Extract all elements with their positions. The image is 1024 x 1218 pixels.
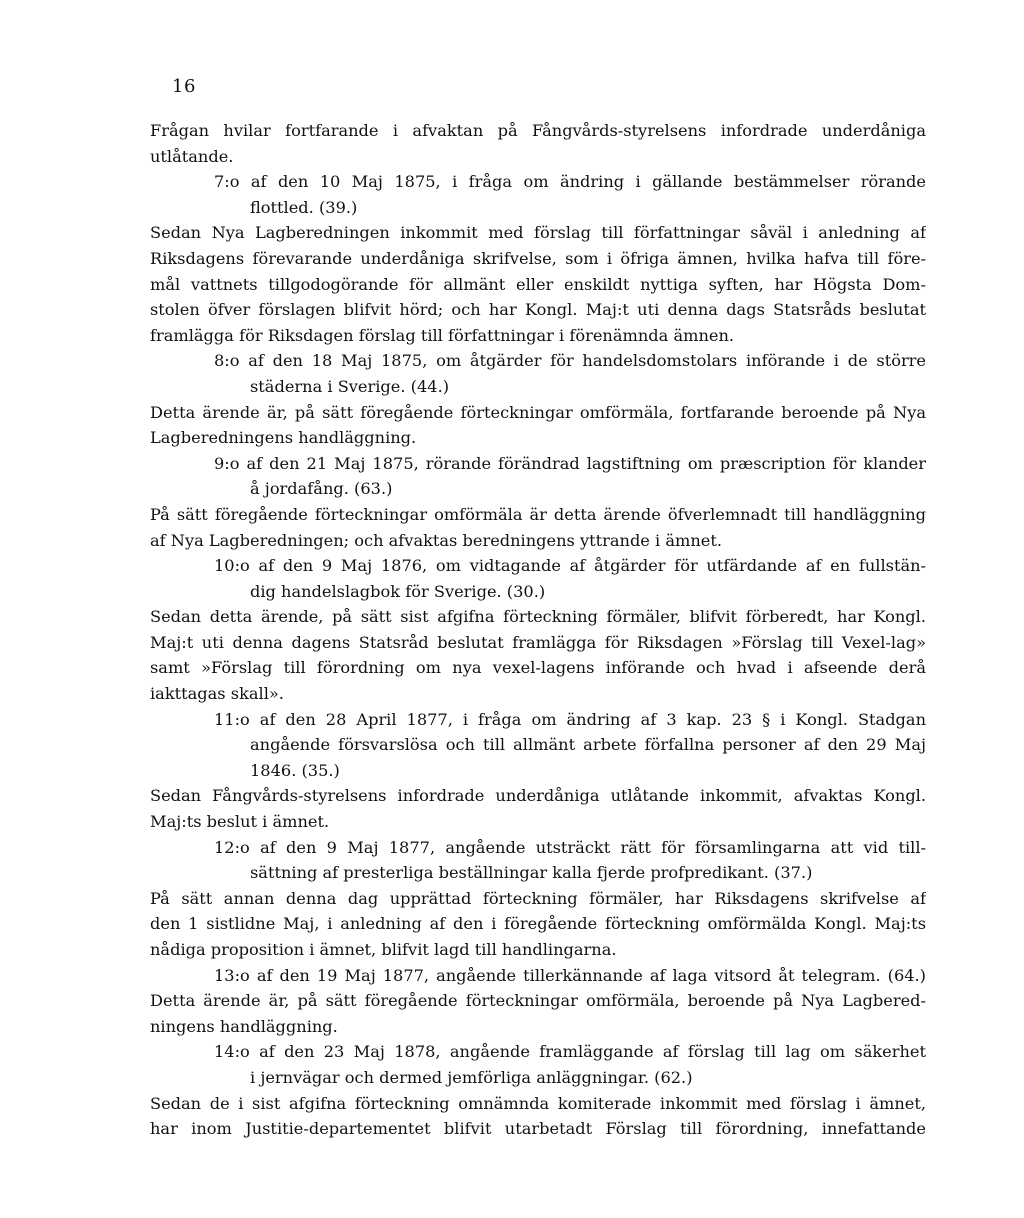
- list-item-heading-line: 13:o af den 19 Maj 1877, angående tillerkännande af laga vitsord åt telegram. (64.): [214, 965, 926, 985]
- text-line: af Nya Lagberedningen; och afvaktas beredningens yttrande i ämnet.: [150, 530, 723, 550]
- text-line: sättning af presterliga beställningar kalla fjerde profpredikant. (37.): [250, 863, 813, 883]
- text-line: utlåtande.: [150, 146, 234, 166]
- text-line: Riksdagens förevarande underdåniga skrifvelse, som i öfriga ämnen, hvilka hafva till före-: [150, 248, 926, 268]
- text-line: På sätt föregående förteckningar omförmäla är detta ärende öfverlemnadt till handläggning: [150, 504, 926, 524]
- text-line: flottled. (39.): [250, 197, 358, 217]
- text-line: iakttagas skall».: [150, 684, 284, 704]
- text-line: framlägga för Riksdagen förslag till författningar i förenämnda ämnen.: [150, 325, 735, 345]
- text-line: dig handelslagbok för Sverige. (30.): [250, 581, 546, 601]
- text-line: stolen öfver förslagen blifvit hörd; och har Kongl. Maj:t uti denna dags Statsråds beslutat: [150, 300, 926, 320]
- text-line: mål vattnets tillgodogörande för allmänt eller enskildt nyttiga syften, har Högsta Dom-: [150, 274, 926, 294]
- text-line: Detta ärende är, på sätt föregående förteckningar omförmäla, beroende på Nya Lagbered-: [150, 991, 926, 1011]
- text-line: Maj:t uti denna dagens Statsråd beslutat framlägga för Riksdagen »Förslag till Vexel-lag»: [150, 632, 926, 652]
- list-item-heading-line: 8:o af den 18 Maj 1875, om åtgärder för handelsdomstolars införande i de större: [214, 351, 926, 371]
- text-line: samt »Förslag till förordning om nya vexel-lagens införande och hvad i afseende derå: [150, 658, 926, 678]
- text-line: Sedan de i sist afgifna förteckning omnämnda komiterade inkommit med förslag i ämnet,: [150, 1093, 926, 1113]
- text-line: städerna i Sverige. (44.): [250, 376, 450, 396]
- text-line: Sedan Fångvårds-styrelsens infordrade underdåniga utlåtande inkommit, afvaktas Kongl.: [150, 786, 926, 806]
- text-line: ningens handläggning.: [150, 1016, 338, 1036]
- text-line: Frågan hvilar fortfarande i afvaktan på Fångvårds-styrelsens infordrade underdåniga: [150, 121, 926, 140]
- list-item-heading-line: 7:o af den 10 Maj 1875, i fråga om ändring i gällande bestämmelser rörande: [214, 172, 926, 192]
- text-line: den 1 sistlidne Maj, i anledning af den i föregående förteckning omförmälda Kongl. Maj:ts: [150, 914, 926, 934]
- document-body: [150, 118, 926, 1142]
- list-item-heading-line: 14:o af den 23 Maj 1878, angående framläggande af förslag till lag om säkerhet: [214, 1042, 926, 1062]
- text-line: Sedan detta ärende, på sätt sist afgifna förteckning förmäler, blifvit förberedt, har Kongl.: [150, 607, 926, 627]
- page-number: 16: [172, 76, 196, 97]
- text-line: nådiga proposition i ämnet, blifvit lagd till handlingarna.: [150, 940, 617, 959]
- text-line: har inom Justitie-departementet blifvit utarbetadt Förslag till förordning, innefattande: [150, 1119, 926, 1139]
- list-item-heading-line: 11:o af den 28 April 1877, i fråga om ändring af 3 kap. 23 § i Kongl. Stadgan: [214, 709, 926, 729]
- text-line: Sedan Nya Lagberedningen inkommit med förslag till författningar såväl i anledning af: [150, 223, 926, 243]
- text-line: angående försvarslösa och till allmänt arbete förfallna personer af den 29 Maj: [250, 735, 926, 755]
- text-line: På sätt annan denna dag upprättad förteckning förmäler, har Riksdagens skrifvelse af: [150, 888, 926, 908]
- text-line: Lagberedningens handläggning.: [150, 428, 417, 448]
- list-item-heading-line: 10:o af den 9 Maj 1876, om vidtagande af åtgärder för utfärdande af en fullstän-: [214, 556, 926, 576]
- text-line: 1846. (35.): [250, 760, 340, 780]
- list-item-heading-line: 12:o af den 9 Maj 1877, angående utsträckt rätt för församlingarna att vid till-: [214, 837, 926, 857]
- text-line: i jernvägar och dermed jemförliga anläggningar. (62.): [250, 1067, 693, 1087]
- text-line: Maj:ts beslut i ämnet.: [150, 812, 330, 832]
- text-line: Detta ärende är, på sätt föregående förteckningar omförmäla, fortfarande beroende på Nya: [150, 402, 926, 422]
- text-line: å jordafång. (63.): [250, 479, 393, 499]
- list-item-heading-line: 9:o af den 21 Maj 1875, rörande förändrad lagstiftning om præscription för klander: [214, 453, 926, 473]
